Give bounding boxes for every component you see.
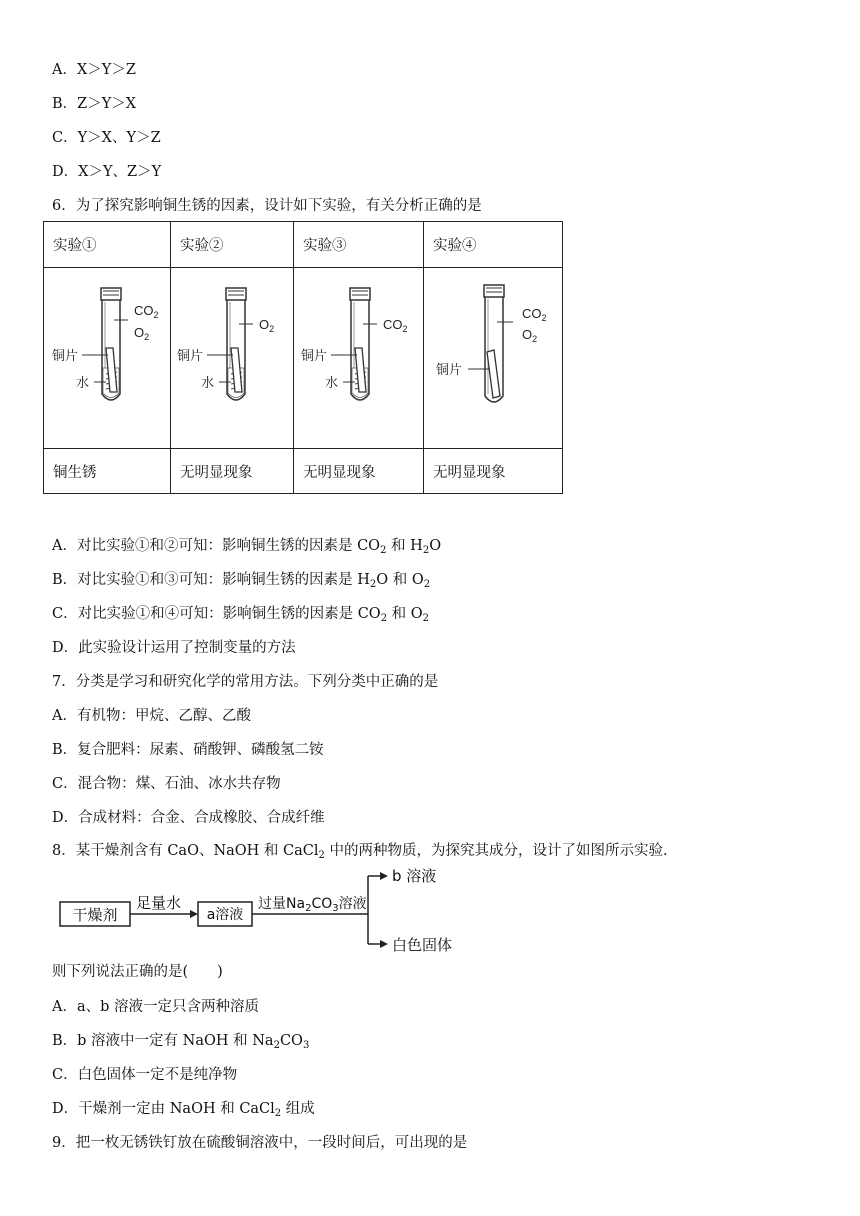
copper-label: 铜片 [177,349,204,364]
q5-option-d: D．X＞Y、Z＞Y [52,164,162,180]
result-exp-3: 无明显现象 [294,449,424,494]
o2-label: O [522,327,533,342]
q6-option-d: D．此实验设计运用了控制变量的方法 [52,640,296,656]
exp-1-diagram [44,268,171,449]
header-exp-2: 实验② [171,222,294,268]
water-label: 水 [76,376,90,391]
experiment-flowchart [52,866,472,958]
q7-option-d: D．合成材料：合金、合成橡胶、合成纤维 [52,810,325,826]
water-label: 水 [201,376,215,391]
q6-stem: 6．为了探究影响铜生锈的因素，设计如下实验，有关分析正确的是 [52,198,482,214]
box-solution-a-label: a溶液 [206,907,244,923]
svg-text:O2: $O_2$ [522,327,538,344]
q6-option-a: A．对比实验①和②可知：影响铜生锈的因素是 $CO_2$ 和 $H_2O$ [52,538,442,556]
q5-option-c: C．Y＞X、Y＞Z [52,130,161,146]
result-exp-4: 无明显现象 [424,449,563,494]
o2-label: O [259,317,270,332]
q8-option-d: D．干燥剂一定由 NaOH 和 CaCl$_2$ 组成 [52,1101,315,1119]
header-exp-3: 实验③ [294,222,424,268]
exp-3-diagram [294,268,424,449]
q7-option-a: A．有机物：甲烷、乙醇、乙酸 [52,708,251,724]
svg-text:O2: $O_2$ [259,317,275,334]
q8-option-c: C．白色固体一定不是纯净物 [52,1067,238,1083]
result-exp-2: 无明显现象 [171,449,294,494]
q8-question: 则下列说法正确的是( ) [52,964,223,980]
header-exp-1: 实验① [44,222,171,268]
header-exp-4: 实验④ [424,222,563,268]
test-tube-3-icon [294,268,423,448]
q7-stem: 7．分类是学习和研究化学的常用方法。下列分类中正确的是 [52,674,439,690]
q9-stem: 9．把一枚无锈铁钉放在硫酸铜溶液中，一段时间后，可出现的是 [52,1135,468,1151]
output-white-solid: 白色固体 [392,936,453,954]
experiment-table [43,221,563,494]
q8-option-a: A．a、b 溶液一定只含两种溶质 [52,999,260,1015]
copper-label: 铜片 [52,349,79,364]
test-tube-1-icon [44,268,170,448]
co2-label: CO [134,303,154,318]
co2-label: CO [383,317,403,332]
q6-option-c: C．对比实验①和④可知：影响铜生锈的因素是 $CO_2$ 和 $O_2$ [52,606,430,624]
copper-label: 铜片 [436,363,463,378]
output-solution-b: b 溶液 [392,867,437,885]
q7-option-b: B．复合肥料：尿素、硝酸钾、磷酸氢二铵 [52,742,324,758]
test-tube-4-icon [424,268,562,448]
water-label: 水 [325,376,339,391]
svg-text:CO2: $CO_2$ [383,317,408,334]
svg-text:O2: $O_2$ [134,325,150,342]
q5-option-b: B．Z＞Y＞X [52,96,137,112]
result-exp-1: 铜生锈 [44,449,171,494]
q6-option-b: B．对比实验①和③可知：影响铜生锈的因素是 $H_2O$ 和 $O_2$ [52,572,431,590]
q8-option-b: B．b 溶液中一定有 NaOH 和 $Na_2CO_3$ [52,1033,310,1051]
box-desiccant-label: 干燥剂 [72,906,118,924]
o2-label: O [134,325,145,340]
exp-2-diagram [171,268,294,449]
q5-option-a: A．X＞Y＞Z [52,62,136,78]
co2-label: CO [522,306,542,321]
arrow-2-label: 过量$Na_2CO_3$溶液 [258,896,367,914]
exp-4-diagram [424,268,563,449]
svg-text:CO2: $CO_2$ [522,306,547,323]
svg-text:CO2: $CO_2$ [134,303,159,320]
q7-option-c: C．混合物：煤、石油、冰水共存物 [52,776,281,792]
q8-stem: 8．某干燥剂含有 CaO、NaOH 和 CaCl$_2$ 中的两种物质，为探究其成分，设计了如图所示实验. [52,843,668,861]
arrow-1-label: 足量水 [136,894,182,912]
test-tube-2-icon [171,268,293,448]
copper-label: 铜片 [301,349,328,364]
